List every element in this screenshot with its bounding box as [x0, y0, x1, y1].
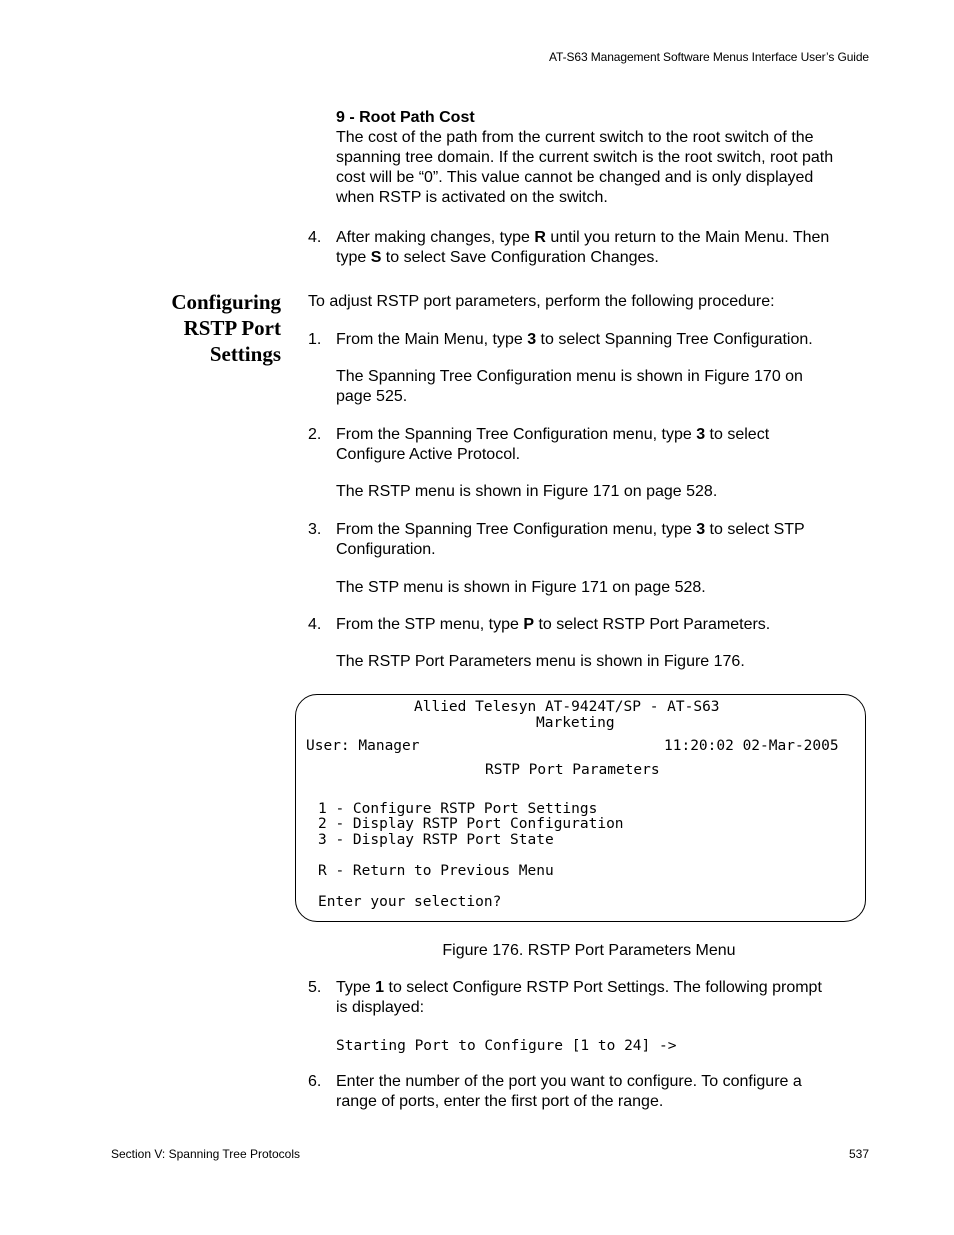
port-prompt: Starting Port to Configure [1 to 24] -> — [336, 1038, 677, 1054]
step-number: 4. — [308, 616, 322, 633]
step-text: From the STP menu, type P to select RSTP Port Parameters. — [336, 616, 771, 633]
step-number: 4. — [308, 229, 322, 246]
step-text: From the Main Menu, type 3 to select Spanning Tree Configuration. — [336, 331, 813, 348]
running-header: AT-S63 Management Software Menus Interface User’s Guide — [549, 50, 869, 64]
section-heading: Configuring RSTP Port Settings — [171, 290, 281, 366]
root-path-line: The cost of the path from the current switch to the root switch of the — [336, 129, 814, 146]
step-text: After making changes, type R until you return to the Main Menu. Then type S to select Save Configuration Changes. — [336, 229, 830, 266]
step-note: The RSTP menu is shown in Figure 171 on page 528. — [336, 483, 718, 500]
step-text: From the Spanning Tree Configuration menu, type 3 to select Configure Active Protocol. — [336, 426, 770, 463]
menu-option-2[interactable]: 2 - Display RSTP Port Configuration — [318, 816, 624, 832]
step-number: 6. — [308, 1073, 322, 1090]
root-path-heading: 9 - Root Path Cost — [336, 109, 475, 126]
step-text: Type 1 to select Configure RSTP Port Settings. The following prompt is displayed: — [336, 979, 822, 1016]
terminal-subtitle: Marketing — [536, 715, 615, 731]
step-note: The Spanning Tree Configuration menu is shown in Figure 170 on page 525. — [336, 368, 803, 405]
root-path-line: when RSTP is activated on the switch. — [336, 189, 608, 206]
step-note: The STP menu is shown in Figure 171 on page 528. — [336, 579, 706, 596]
terminal-title: Allied Telesyn AT-9424T/SP - AT-S63 — [414, 699, 720, 715]
root-path-cost-block — [336, 108, 876, 208]
menu-option-3[interactable]: 3 - Display RSTP Port State — [318, 832, 554, 848]
step-number: 3. — [308, 521, 322, 538]
footer-section: Section V: Spanning Tree Protocols — [111, 1147, 300, 1161]
step-text: From the Spanning Tree Configuration menu, type 3 to select STP Configuration. — [336, 521, 805, 558]
root-path-line: spanning tree domain. If the current switch is the root switch, root path — [336, 149, 834, 166]
terminal-menu-title: RSTP Port Parameters — [485, 762, 660, 778]
terminal-datetime: 11:20:02 02-Mar-2005 — [664, 738, 839, 754]
figure-caption: Figure 176. RSTP Port Parameters Menu — [442, 942, 736, 959]
step-number: 2. — [308, 426, 322, 443]
step-note: The RSTP Port Parameters menu is shown in Figure 176. — [336, 653, 745, 670]
section-intro: To adjust RSTP port parameters, perform the following procedure: — [308, 293, 775, 310]
step-number: 1. — [308, 331, 322, 348]
page-number: 537 — [848, 1147, 869, 1161]
root-path-line: cost will be “0”. This value cannot be changed and is only displayed — [336, 169, 814, 186]
menu-option-1[interactable]: 1 - Configure RSTP Port Settings — [318, 801, 598, 817]
menu-option-return[interactable]: R - Return to Previous Menu — [318, 863, 554, 879]
step-number: 5. — [308, 979, 322, 996]
step-text: Enter the number of the port you want to configure. To configure a range of ports, enter the first port of the range. — [336, 1073, 802, 1110]
terminal-user: User: Manager — [306, 738, 420, 754]
terminal-selection-prompt[interactable]: Enter your selection? — [318, 894, 502, 910]
